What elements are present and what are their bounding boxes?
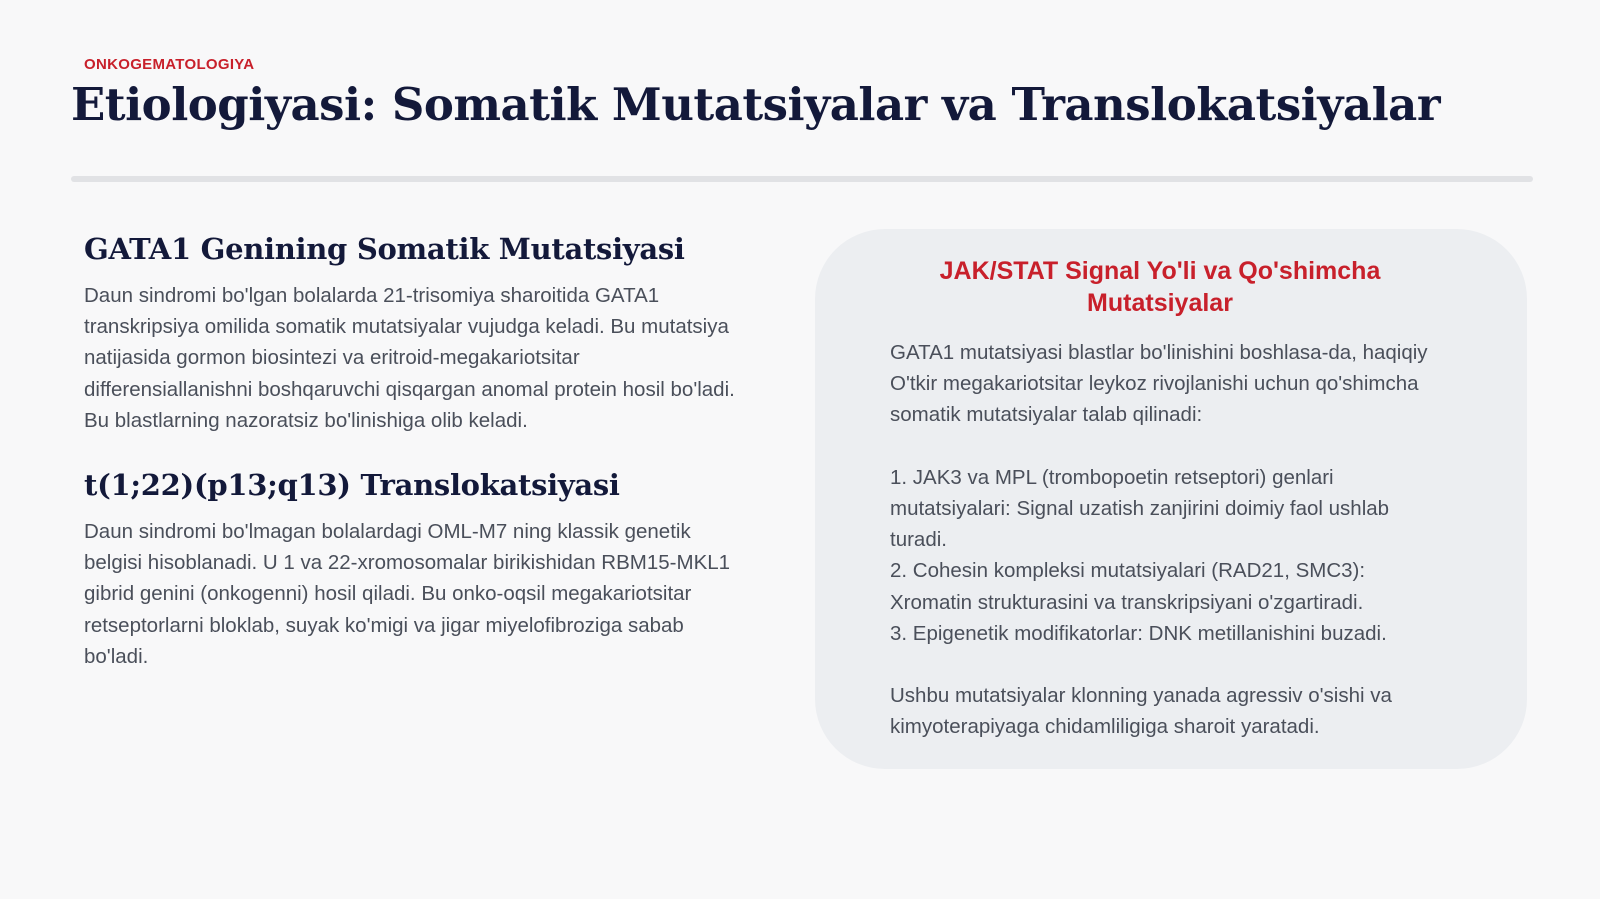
title-divider bbox=[71, 176, 1533, 182]
card-title: JAK/STAT Signal Yo'li va Qo'shimcha Mutatsiyalar bbox=[939, 257, 1381, 317]
section-gata1 bbox=[84, 232, 744, 436]
section-body: Daun sindromi bo'lgan bolalarda 21-trisomiya sharoitida GATA1 transkripsiya omilida somatik mutatsiyalar vujudga keladi. Bu mutatsiya natijasida gormon biosintezi va eritroid-megakariotsitar differensiallanishni boshqaruvchi qisqargan anomal protein hosil bo'ladi. Bu blastlarning nazoratsiz bo'linishiga olib keladi. bbox=[84, 284, 735, 432]
section-title: GATA1 Genining Somatik Mutatsiyasi bbox=[84, 232, 685, 266]
jak-stat-card bbox=[815, 229, 1527, 769]
section-title: t(1;22)(p13;q13) Translokatsiyasi bbox=[84, 468, 620, 502]
card-conclusion: Ushbu mutatsiyalar klonning yanada agressiv o'sishi va kimyoterapiyaga chidamliligiga sharoit yaratadi. bbox=[890, 684, 1392, 739]
card-list-item: 3. Epigenetik modifikatorlar: DNK metillanishini buzadi. bbox=[890, 621, 1387, 645]
card-list-item: 2. Cohesin kompleksi mutatsiyalari (RAD21, SMC3): Xromatin strukturasini va transkripsiyani o'zgartiradi. bbox=[890, 559, 1366, 614]
card-list-item: 1. JAK3 va MPL (trombopoetin retseptori) genlari mutatsiyalari: Signal uzatish zanjirini doimiy faol ushlab turadi. bbox=[890, 465, 1390, 552]
spacer bbox=[890, 649, 1450, 680]
page-title: Etiologiyasi: Somatik Mutatsiyalar va Translokatsiyalar bbox=[71, 78, 1441, 131]
card-intro: GATA1 mutatsiyasi blastlar bo'linishini boshlasa-da, haqiqiy O'tkir megakariotsitar leykoz rivojlanishi uchun qo'shimcha somatik mutatsiyalar talab qilinadi: bbox=[890, 341, 1428, 427]
section-translocation bbox=[84, 468, 744, 672]
section-body: Daun sindromi bo'lmagan bolalardagi OML-M7 ning klassik genetik belgisi hisoblanadi. U 1 va 22-xromosomalar birikishidan RBM15-MKL1 gibrid genini (onkogenni) hosil qiladi. Bu onko-oqsil megakariotsitar retseptorlarni bloklab, suyak ko'migi va jigar miyelofibroziga sabab bo'ladi. bbox=[84, 520, 731, 668]
spacer bbox=[890, 431, 1450, 462]
category-label: ONKOGEMATOLOGIYA bbox=[84, 56, 255, 73]
card-body bbox=[890, 337, 1450, 743]
